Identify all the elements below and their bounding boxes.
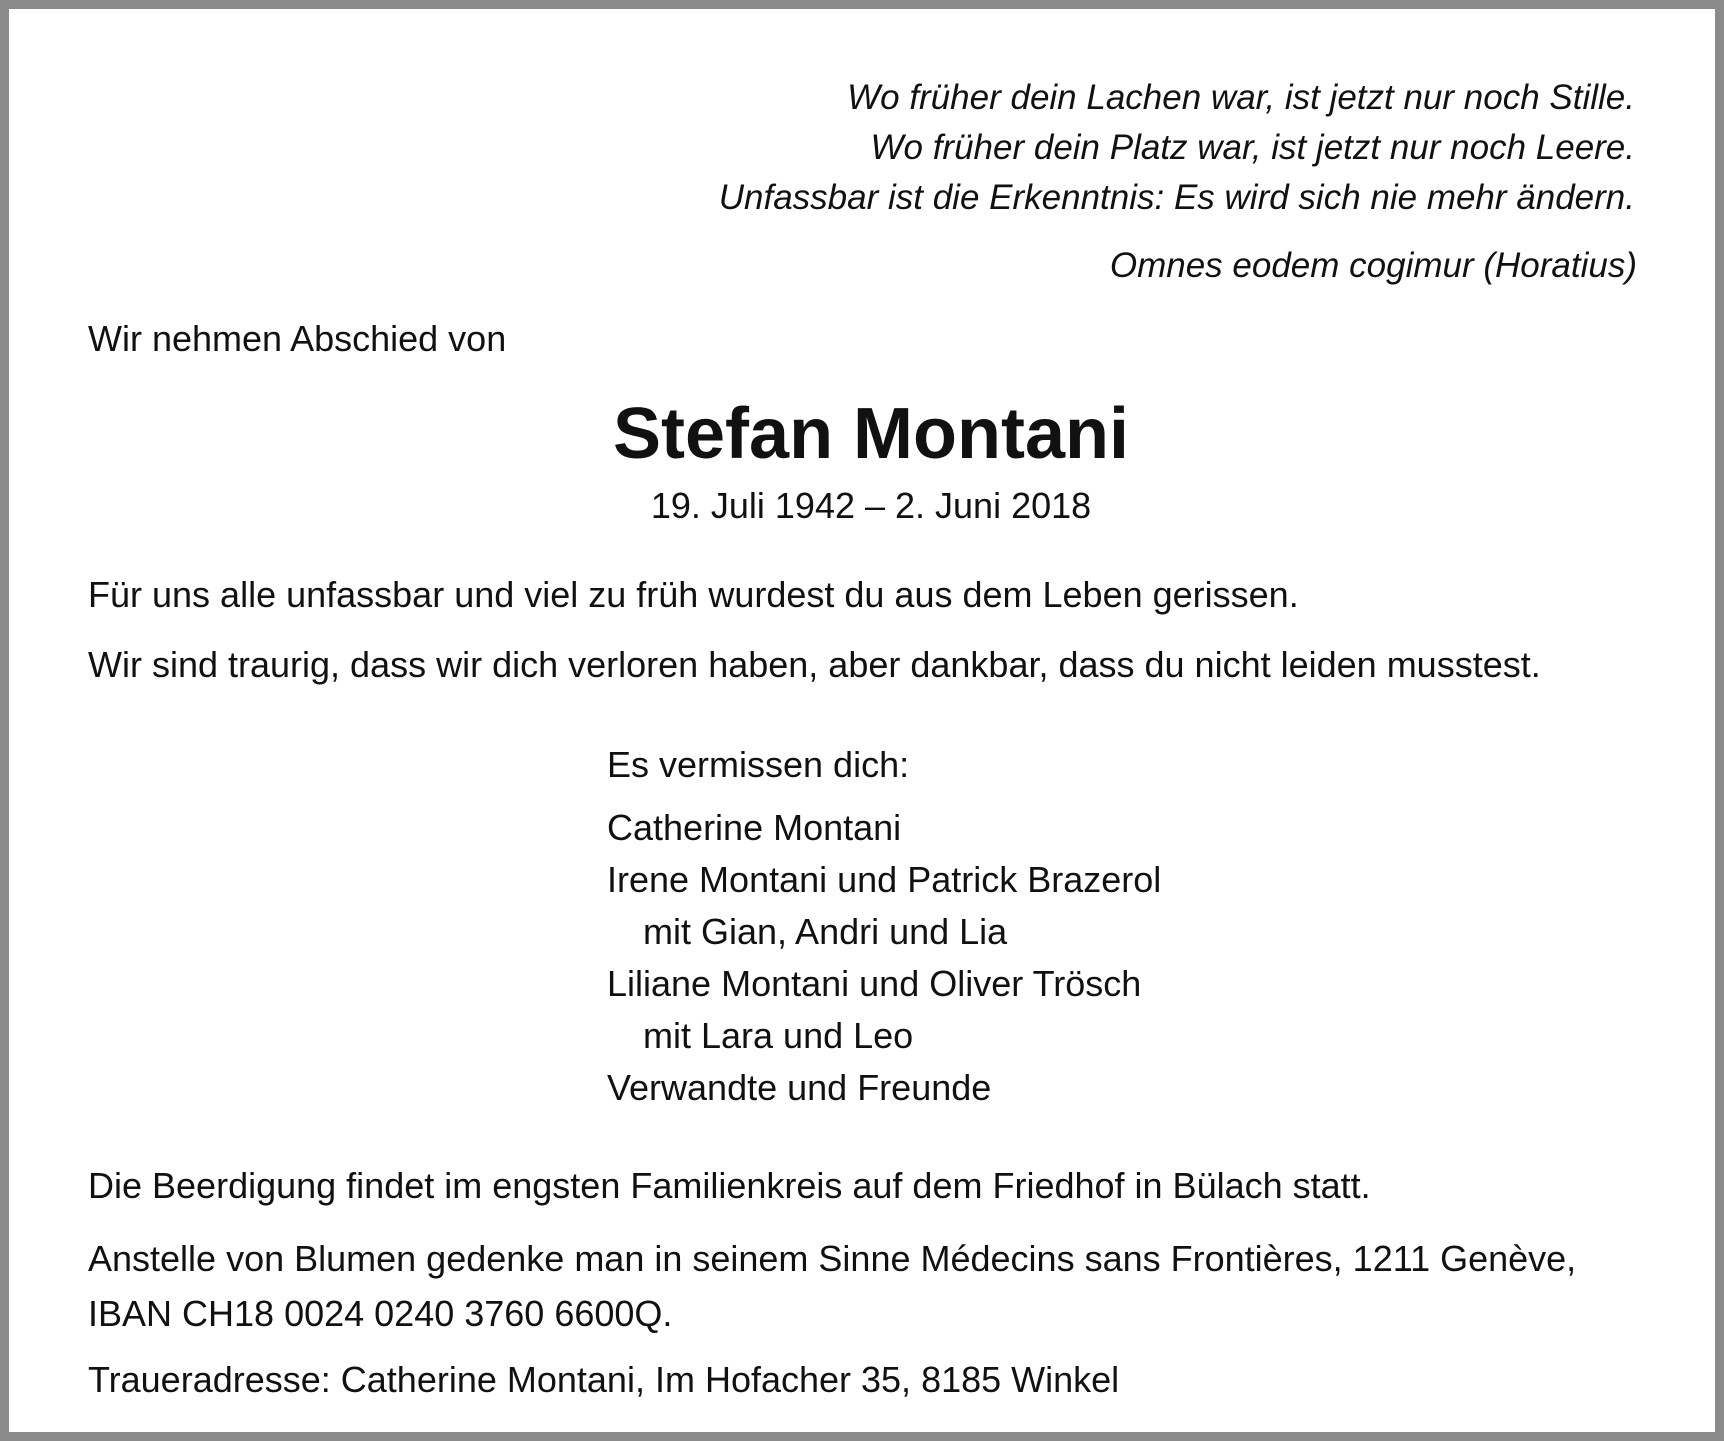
mourner-name: Catherine Montani [607, 807, 902, 848]
life-dates: 19. Juli 1942 – 2. Juni 2018 [650, 485, 1092, 526]
message-line-2: Wir sind traurig, dass wir dich verloren haben, aber dankbar, dass du nicht leiden musstest. [88, 644, 1541, 685]
mourners-list [607, 740, 1161, 1114]
poem-line: Wo früher dein Lachen war, ist jetzt nur noch Stille. [847, 78, 1635, 117]
mourner-children: mit Lara und Leo [643, 1015, 914, 1056]
mourner-name: Verwandte und Freunde [607, 1067, 992, 1108]
donation-iban: IBAN CH18 0024 0240 3760 6600Q. [88, 1293, 673, 1334]
intro-text: Wir nehmen Abschied von [88, 318, 507, 359]
poem-line: Wo früher dein Platz war, ist jetzt nur noch Leere. [870, 128, 1635, 167]
donation-line-1: Anstelle von Blumen gedenke man in seinem Sinne Médecins sans Frontières, 1211 Genève, [88, 1238, 1577, 1279]
mourner-name: Irene Montani und Patrick Brazerol [607, 859, 1162, 900]
message-line-1: Für uns alle unfassbar und viel zu früh wurdest du aus dem Leben gerissen. [88, 574, 1299, 615]
mourner-children: mit Gian, Andri und Lia [643, 911, 1008, 952]
burial-notice: Die Beerdigung findet im engsten Familienkreis auf dem Friedhof in Bülach statt. [88, 1165, 1371, 1206]
poem [435, 73, 1635, 223]
donation-notice [88, 1231, 1576, 1341]
poem-quote: Omnes eodem cogimur (Horatius) [1109, 246, 1637, 285]
mourner-name: Liliane Montani und Oliver Trösch [607, 963, 1142, 1004]
mourning-address: Traueradresse: Catherine Montani, Im Hofacher 35, 8185 Winkel [88, 1359, 1120, 1400]
mourners-label: Es vermissen dich: [607, 744, 910, 785]
poem-line: Unfassbar ist die Erkenntnis: Es wird sich nie mehr ändern. [718, 178, 1635, 217]
deceased-name: Stefan Montani [613, 394, 1129, 474]
